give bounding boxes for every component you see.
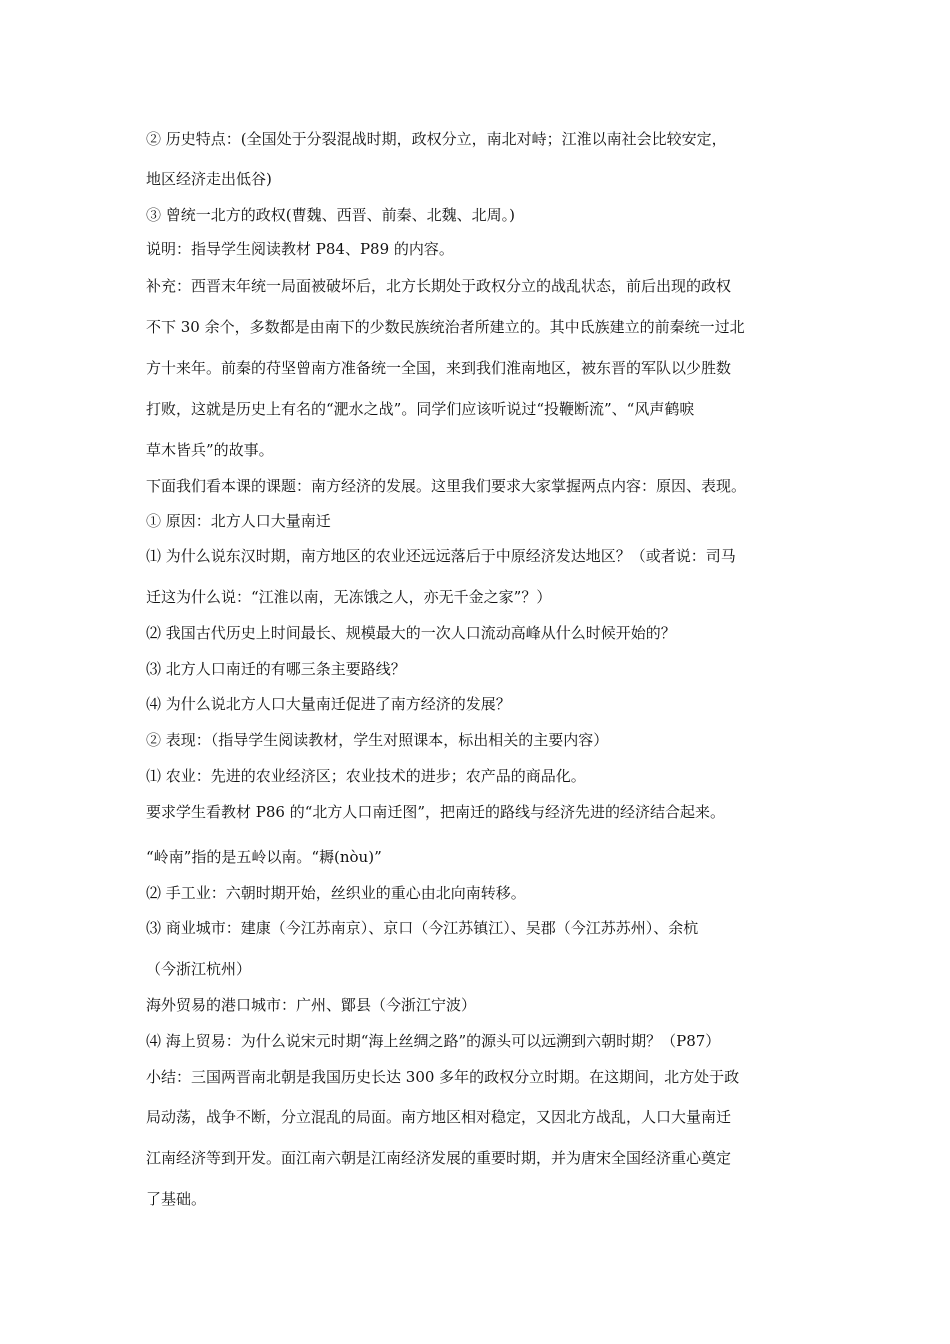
text-line: 下面我们看本课的课题：南方经济的发展。这里我们要求大家掌握两点内容：原因、表现。 bbox=[146, 477, 747, 495]
text-line: 要求学生看教材 P86 的“北方人口南迁图”，把南迁的路线与经济先进的经济结合起来。 bbox=[146, 803, 726, 821]
text-line: 局动荡，战争不断，分立混乱的局面。南方地区相对稳定，又因北方战乱，人口大量南迁 bbox=[146, 1108, 732, 1126]
text-line: 小结：三国两晋南北朝是我国历史长达 300 多年的政权分立时期。在这期间，北方处于政 bbox=[146, 1068, 740, 1086]
text-line: ⑶ 商业城市：建康（今江苏南京）、京口（今江苏镇江）、吴郡（今江苏苏州）、余杭 bbox=[146, 919, 699, 937]
text-line: （今浙江杭州） bbox=[146, 960, 252, 978]
text-line: 海外贸易的港口城市：广州、鄮县（今浙江宁波） bbox=[146, 996, 477, 1014]
text-line: ⑷ 为什么说北方人口大量南迁促进了南方经济的发展？ bbox=[146, 695, 511, 713]
text-line: ② 表现：（指导学生阅读教材，学生对照课本，标出相关的主要内容） bbox=[146, 731, 609, 749]
text-line: ⑶ 北方人口南迁的有哪三条主要路线？ bbox=[146, 660, 406, 678]
text-line: ① 原因：北方人口大量南迁 bbox=[146, 512, 331, 530]
text-line: ② 历史特点：(全国处于分裂混战时期，政权分立，南北对峙；江淮以南社会比较安定， bbox=[146, 130, 727, 148]
text-line: ⑴ 为什么说东汉时期，南方地区的农业还远远落后于中原经济发达地区？（或者说：司马 bbox=[146, 547, 736, 565]
text-line: 打败，这就是历史上有名的“淝水之战”。同学们应该听说过“投鞭断流”、“风声鹤唳 bbox=[146, 400, 695, 418]
text-line: “岭南”指的是五岭以南。“耨(nòu)” bbox=[146, 848, 382, 866]
text-line: 了基础。 bbox=[146, 1190, 207, 1208]
text-line: 说明：指导学生阅读教材 P84、P89 的内容。 bbox=[146, 240, 454, 258]
text-line: 方十来年。前秦的苻坚曾南方准备统一全国，来到我们淮南地区，被东晋的军队以少胜数 bbox=[146, 359, 732, 377]
text-line: ⑵ 我国古代历史上时间最长、规模最大的一次人口流动高峰从什么时候开始的？ bbox=[146, 624, 676, 642]
text-line: 江南经济等到开发。面江南六朝是江南经济发展的重要时期，并为唐宋全国经济重心奠定 bbox=[146, 1149, 732, 1167]
text-line: 补充：西晋末年统一局面被破坏后，北方长期处于政权分立的战乱状态，前后出现的政权 bbox=[146, 277, 732, 295]
text-line: 草木皆兵”的故事。 bbox=[146, 441, 274, 459]
text-line: ③ 曾统一北方的政权(曹魏、西晋、前秦、北魏、北周。) bbox=[146, 206, 515, 224]
text-line: 地区经济走出低谷) bbox=[146, 170, 272, 188]
text-line: ⑷ 海上贸易：为什么说宋元时期“海上丝绸之路”的源头可以远溯到六朝时期？（P87） bbox=[146, 1032, 721, 1050]
text-line: ⑴ 农业：先进的农业经济区；农业技术的进步；农产品的商品化。 bbox=[146, 767, 586, 785]
text-line: 迁这为什么说：“江淮以南，无冻饿之人，亦无千金之家”？） bbox=[146, 588, 552, 606]
text-line: 不下 30 余个，多数都是由南下的少数民族统治者所建立的。其中氐族建立的前秦统一过北 bbox=[146, 318, 745, 336]
text-line: ⑵ 手工业：六朝时期开始，丝织业的重心由北向南转移。 bbox=[146, 884, 526, 902]
